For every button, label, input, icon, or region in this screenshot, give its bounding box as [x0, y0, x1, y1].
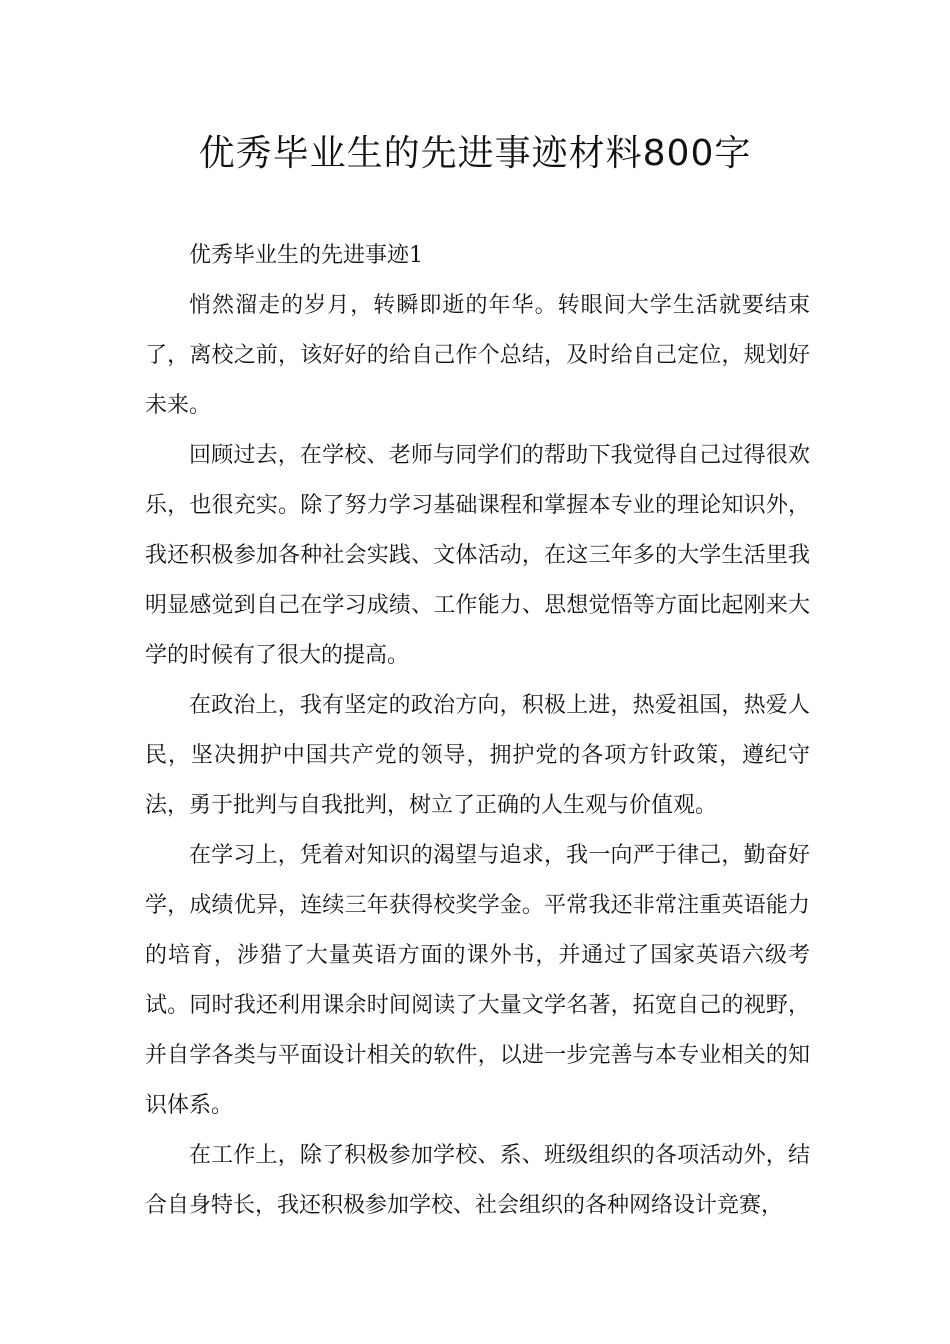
paragraph: 回顾过去，在学校、老师与同学们的帮助下我觉得自己过得很欢乐，也很充实。除了努力学习基础课程和掌握本专业的理论知识外，我还积极参加各种社会实践、文体活动，在这三年多的大学生活里我明显感觉到自己在学习成绩、工作能力、思想觉悟等方面比起刚来大学的时候有了很大的提高。: [145, 443, 810, 668]
document-body: [145, 231, 810, 1231]
document-title: 优秀毕业生的先进事迹材料800字: [198, 133, 752, 174]
paragraph: 在学习上，凭着对知识的渴望与追求，我一向严于律己，勤奋好学，成绩优异，连续三年获得校奖学金。平常我还非常注重英语能力的培育，涉猎了大量英语方面的课外书，并通过了国家英语六级考试。同时我还利用课余时间阅读了大量文学名著，拓宽自己的视野，并自学各类与平面设计相关的软件，以进一步完善与本专业相关的知识体系。: [145, 843, 810, 1118]
paragraph: 在工作上，除了积极参加学校、系、班级组织的各项活动外，结合自身特长，我还积极参加学校、社会组织的各种网络设计竞赛，: [145, 1143, 810, 1218]
paragraph: 在政治上，我有坚定的政治方向，积极上进，热爱祖国，热爱人民，坚决拥护中国共产党的领导，拥护党的各项方针政策，遵纪守法，勇于批判与自我批判，树立了正确的人生观与价值观。: [145, 693, 810, 818]
section-heading: 优秀毕业生的先进事迹1: [189, 243, 423, 268]
paragraph: 悄然溜走的岁月，转瞬即逝的年华。转眼间大学生活就要结束了，离校之前，该好好的给自己作个总结，及时给自己定位，规划好未来。: [145, 293, 810, 418]
